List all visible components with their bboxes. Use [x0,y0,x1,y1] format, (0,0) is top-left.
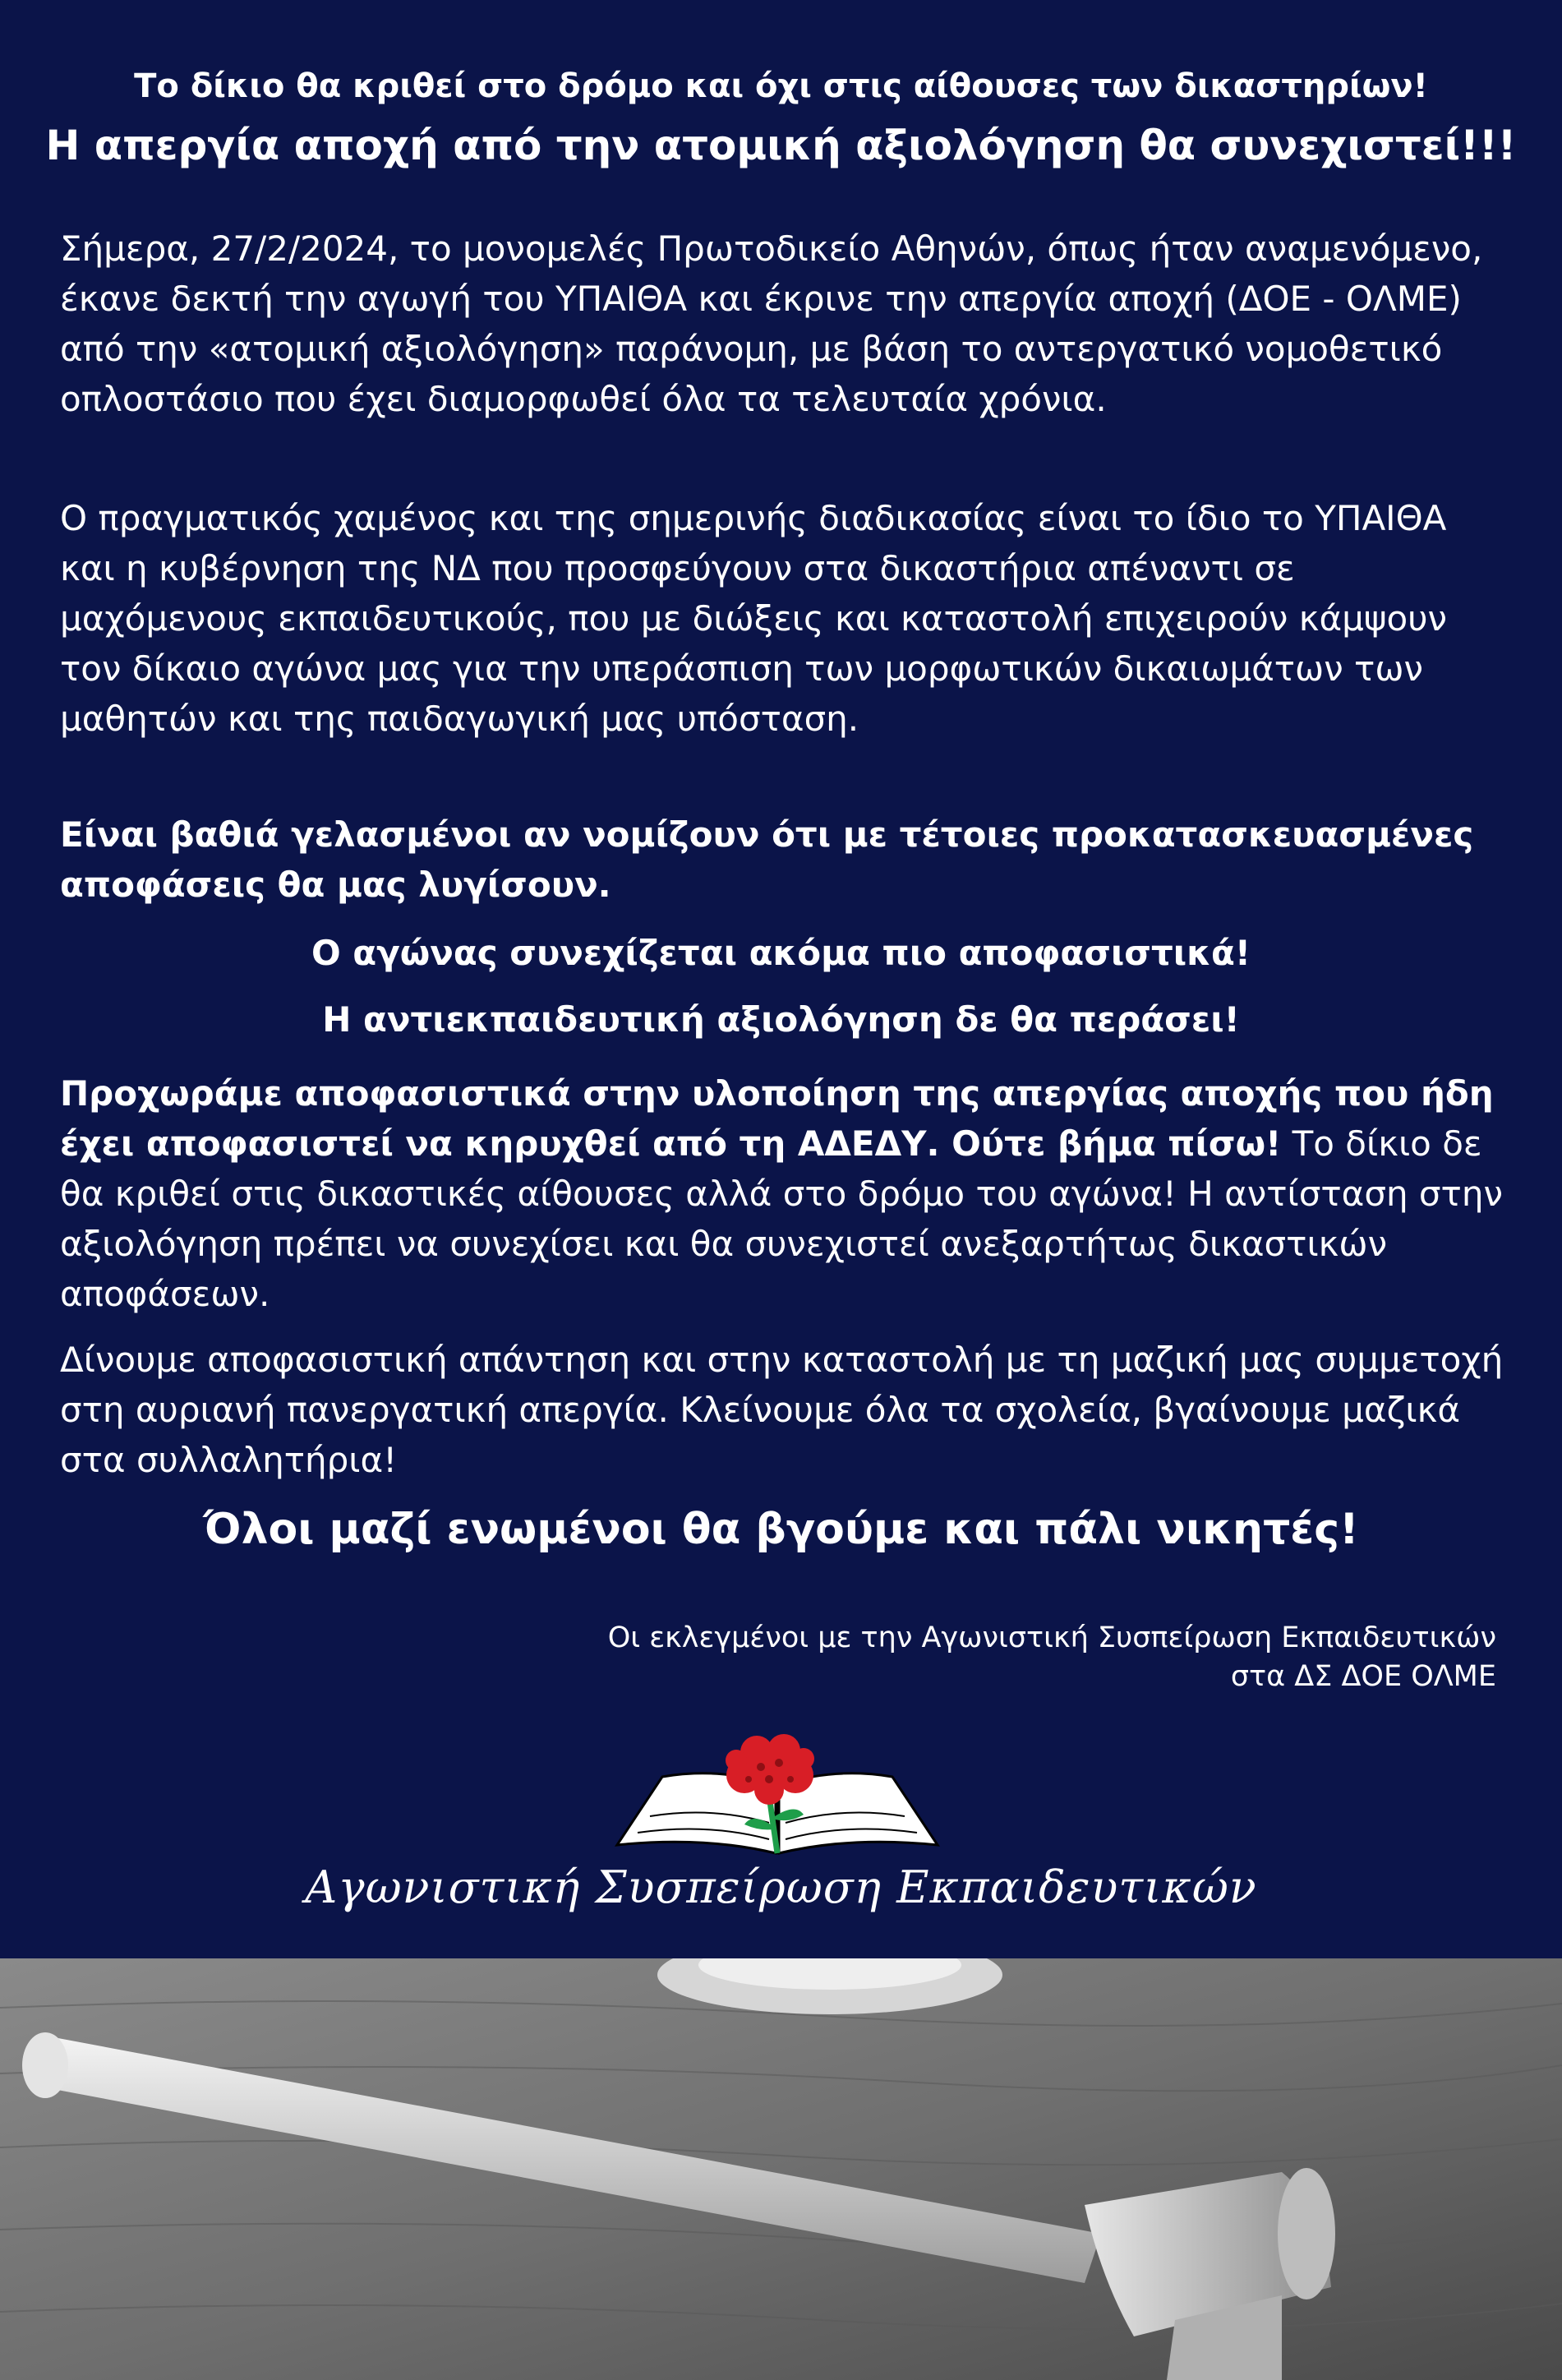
paragraph-move-forward [60,1068,1506,1319]
organization-wordmark: Αγωνιστική Συσπείρωση Εκπαιδευτικών [305,1861,1257,1913]
paragraph-court-decision: Σήμερα, 27/2/2024, το μονομελές Πρωτοδικείο Αθηνών, όπως ήταν αναμενόμενο, έκανε δεκτή την αγωγή του ΥΠΑΙΘΑ και έκρινε την απεργία αποχή (ΔΟΕ - ΟΛΜΕ) από την «ατομική αξιολόγηση» παράνομη, με βάση το αντεργατικό νομοθετικό οπλοστάσιο που έχει διαμορφωθεί όλα τα τελευταία χρόνια. [60,228,1483,419]
paragraph-move-forward-rest: Το δίκιο δε θα κριθεί στις δικαστικές αίθουσες αλλά στο δρόμο του αγώνα! Η αντίσταση στην αξιολόγηση πρέπει να συνεχίσει και θα συνεχιστεί ανεξαρτήτως δικαστικών αποφάσεων. [60,1123,1503,1314]
signature-line-2: στα ΔΣ ΔΟΕ ΟΛΜΕ [1230,1660,1496,1693]
paragraph-they-wont-bend-us: Είναι βαθιά γελασμένοι αν νομίζουν ότι με τέτοιες προκατασκευασμένες αποφάσεις θα μας λυγίσουν. [60,814,1474,905]
paragraph-move-forward-bold: Προχωράμε αποφασιστικά στην υλοποίηση της απεργίας αποχής που ήδη έχει αποφασιστεί να κηρυχθεί από τη ΑΔΕΔΥ. Ούτε βήμα πίσω! [60,1073,1494,1164]
paragraph-general-strike: Δίνουμε αποφασιστική απάντηση και στην καταστολή με τη μαζική μας συμμετοχή στη αυριανή πανεργατική απεργία. Κλείνουμε όλα τα σχολεία, βγαίνουμε μαζικά στα συλλαλητήρια! [60,1340,1504,1480]
slogan-struggle-continues: Ο αγώνας συνεχίζεται ακόμα πιο αποφασιστικά! [311,933,1251,973]
paragraph-real-loser: Ο πραγματικός χαμένος και της σημερινής διαδικασίας είναι το ίδιο το ΥΠΑΙΘΑ και η κυβέρνηση της ΝΔ που προσφεύγουν στα δικαστήρια απέναντι σε μαχόμενους εκπαιδευτικούς, που με διώξεις και καταστολή επιχειρούν κάμψουν τον δίκαιο αγώνα μας για την υπεράσπιση των μορφωτικών δικαιωμάτων των μαθητών και της παιδαγωγική μας υπόσταση. [60,498,1448,739]
slogan-evaluation-wont-pass: Η αντιεκπαιδευτική αξιολόγηση δε θα περάσει! [322,999,1240,1040]
carnation-on-open-book-icon [605,1734,950,1857]
slogan-united-winners: Όλοι μαζί ενωμένοι θα βγούμε και πάλι νικητές! [203,1505,1359,1554]
signature [608,1619,1496,1696]
headline-secondary: Η απεργία αποχή από την ατομική αξιολόγηση θα συνεχιστεί!!! [45,122,1517,169]
judge-gavel-icon [0,1958,1562,2380]
headline-primary: Το δίκιο θα κριθεί στο δρόμο και όχι στις αίθουσες των δικαστηρίων! [134,67,1428,105]
signature-line-1: Οι εκλεγμένοι με την Αγωνιστική Συσπείρωση Εκπαιδευτικών [607,1621,1496,1654]
